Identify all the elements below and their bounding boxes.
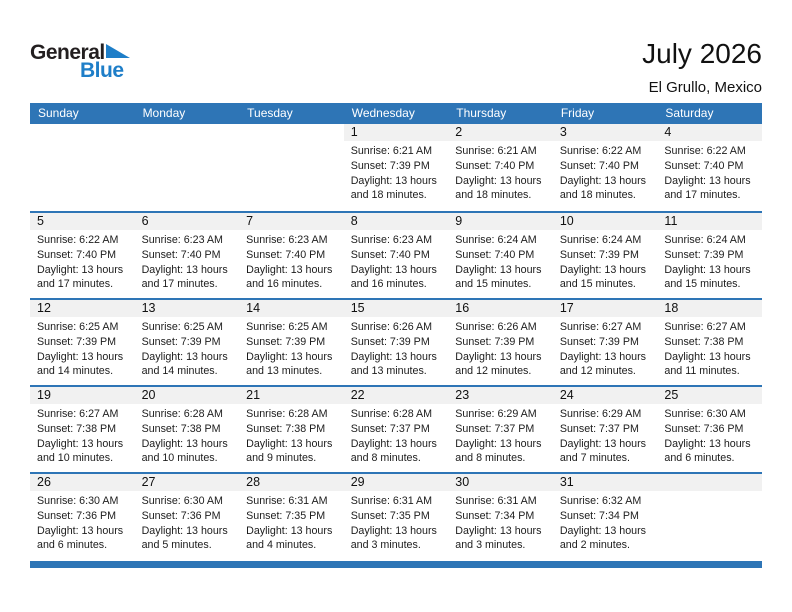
daylight-text-line2: and 13 minutes. bbox=[350, 365, 427, 378]
day-details bbox=[135, 404, 240, 466]
day-number: 23 bbox=[448, 387, 553, 404]
sunset-text: Sunset: 7:38 PM bbox=[141, 422, 221, 435]
day-number: 18 bbox=[657, 300, 762, 317]
daylight-text-line1: Daylight: 13 hours bbox=[141, 524, 228, 537]
sunrise-text: Sunrise: 6:21 AM bbox=[350, 145, 433, 157]
daylight-text-line2: and 6 minutes. bbox=[664, 452, 735, 465]
daylight-text-line1: Daylight: 13 hours bbox=[664, 437, 751, 450]
sunset-text: Sunset: 7:39 PM bbox=[664, 248, 744, 261]
daylight-text-line2: and 6 minutes. bbox=[37, 539, 108, 552]
day-number: 16 bbox=[448, 300, 553, 317]
day-details bbox=[448, 141, 553, 203]
daylight-text-line1: Daylight: 13 hours bbox=[246, 263, 333, 276]
sunrise-text: Sunrise: 6:29 AM bbox=[455, 408, 537, 420]
day-cell-28 bbox=[239, 474, 344, 559]
daylight-text-line1: Daylight: 13 hours bbox=[141, 437, 228, 450]
day-number: 13 bbox=[135, 300, 240, 317]
day-details bbox=[553, 404, 658, 466]
day-details bbox=[657, 404, 762, 466]
daylight-text-line2: and 12 minutes. bbox=[559, 365, 636, 378]
daylight-text-line2: and 15 minutes. bbox=[559, 278, 636, 291]
weekday-header-row bbox=[30, 103, 762, 124]
day-details bbox=[553, 141, 658, 203]
daylight-text-line2: and 3 minutes. bbox=[350, 539, 421, 552]
sunset-text: Sunset: 7:40 PM bbox=[350, 248, 430, 261]
day-details bbox=[135, 491, 240, 553]
day-cell-15 bbox=[344, 300, 449, 385]
day-number: 27 bbox=[135, 474, 240, 491]
daylight-text-line2: and 17 minutes. bbox=[664, 189, 741, 202]
sunrise-text: Sunrise: 6:31 AM bbox=[350, 495, 433, 507]
day-number: 10 bbox=[553, 213, 658, 230]
daylight-text-line1: Daylight: 13 hours bbox=[455, 350, 542, 363]
sunset-text: Sunset: 7:40 PM bbox=[664, 159, 744, 172]
sunrise-text: Sunrise: 6:25 AM bbox=[141, 321, 223, 333]
daylight-text-line2: and 18 minutes. bbox=[350, 189, 427, 202]
sunrise-text: Sunrise: 6:26 AM bbox=[455, 321, 537, 333]
daylight-text-line1: Daylight: 13 hours bbox=[664, 174, 751, 187]
day-details bbox=[448, 230, 553, 292]
daylight-text-line2: and 17 minutes. bbox=[141, 278, 218, 291]
daylight-text-line2: and 14 minutes. bbox=[37, 365, 114, 378]
daylight-text-line1: Daylight: 13 hours bbox=[350, 350, 437, 363]
page-title: July 2026 bbox=[642, 38, 762, 69]
day-details bbox=[448, 404, 553, 466]
sunrise-text: Sunrise: 6:27 AM bbox=[559, 321, 642, 333]
day-details bbox=[553, 230, 658, 292]
sunrise-text: Sunrise: 6:27 AM bbox=[37, 408, 119, 420]
sunset-text: Sunset: 7:37 PM bbox=[350, 422, 430, 435]
location-subtitle: El Grullo, Mexico bbox=[648, 79, 762, 97]
day-number-band-empty bbox=[657, 474, 762, 491]
day-cell-21 bbox=[239, 387, 344, 472]
day-details bbox=[344, 317, 449, 379]
weekday-header-monday: Monday bbox=[142, 106, 186, 120]
daylight-text-line2: and 3 minutes. bbox=[455, 539, 526, 552]
weekday-header-wednesday: Wednesday bbox=[351, 106, 415, 120]
sunrise-text: Sunrise: 6:25 AM bbox=[37, 321, 119, 333]
sunset-text: Sunset: 7:38 PM bbox=[37, 422, 117, 435]
calendar-bottom-bar bbox=[30, 561, 762, 568]
sunrise-text: Sunrise: 6:32 AM bbox=[559, 495, 642, 507]
sunrise-text: Sunrise: 6:23 AM bbox=[141, 234, 223, 246]
sunset-text: Sunset: 7:40 PM bbox=[37, 248, 117, 261]
sunset-text: Sunset: 7:39 PM bbox=[141, 335, 221, 348]
day-cell-30 bbox=[448, 474, 553, 559]
sunrise-text: Sunrise: 6:27 AM bbox=[664, 321, 746, 333]
sunrise-text: Sunrise: 6:22 AM bbox=[664, 145, 746, 157]
day-cell-2 bbox=[448, 124, 553, 211]
daylight-text-line1: Daylight: 13 hours bbox=[350, 437, 437, 450]
day-cell-12 bbox=[30, 300, 135, 385]
day-number: 5 bbox=[30, 213, 135, 230]
day-number: 26 bbox=[30, 474, 135, 491]
day-details bbox=[239, 230, 344, 292]
sunrise-text: Sunrise: 6:28 AM bbox=[141, 408, 223, 420]
day-number: 6 bbox=[135, 213, 240, 230]
daylight-text-line2: and 13 minutes. bbox=[246, 365, 323, 378]
daylight-text-line1: Daylight: 13 hours bbox=[664, 263, 751, 276]
day-number: 19 bbox=[30, 387, 135, 404]
weekday-header-saturday: Saturday bbox=[665, 106, 714, 120]
daylight-text-line1: Daylight: 13 hours bbox=[37, 437, 124, 450]
sunset-text: Sunset: 7:36 PM bbox=[664, 422, 744, 435]
week-row-3 bbox=[30, 298, 762, 385]
sunset-text: Sunset: 7:38 PM bbox=[664, 335, 744, 348]
daylight-text-line2: and 9 minutes. bbox=[246, 452, 317, 465]
general-blue-logo bbox=[30, 38, 130, 81]
daylight-text-line1: Daylight: 13 hours bbox=[559, 174, 646, 187]
daylight-text-line2: and 16 minutes. bbox=[246, 278, 323, 291]
day-details bbox=[448, 491, 553, 553]
sunset-text: Sunset: 7:34 PM bbox=[559, 509, 639, 522]
week-row-5 bbox=[30, 472, 762, 559]
daylight-text-line2: and 15 minutes. bbox=[455, 278, 532, 291]
day-cell-8 bbox=[344, 213, 449, 298]
daylight-text-line2: and 10 minutes. bbox=[141, 452, 218, 465]
sunset-text: Sunset: 7:35 PM bbox=[246, 509, 326, 522]
daylight-text-line1: Daylight: 13 hours bbox=[350, 263, 437, 276]
sunrise-text: Sunrise: 6:26 AM bbox=[350, 321, 433, 333]
day-cell-29 bbox=[344, 474, 449, 559]
sunset-text: Sunset: 7:40 PM bbox=[559, 159, 639, 172]
day-details bbox=[30, 491, 135, 553]
day-number: 2 bbox=[448, 124, 553, 141]
day-number: 9 bbox=[448, 213, 553, 230]
day-cell-16 bbox=[448, 300, 553, 385]
day-number: 22 bbox=[344, 387, 449, 404]
sunset-text: Sunset: 7:39 PM bbox=[559, 335, 639, 348]
sunrise-text: Sunrise: 6:24 AM bbox=[559, 234, 642, 246]
daylight-text-line1: Daylight: 13 hours bbox=[141, 350, 228, 363]
day-cell-7 bbox=[239, 213, 344, 298]
weekday-header-friday: Friday bbox=[560, 106, 595, 120]
sunrise-text: Sunrise: 6:24 AM bbox=[664, 234, 746, 246]
day-number-band-empty bbox=[30, 124, 135, 141]
day-details bbox=[30, 230, 135, 292]
day-number-band-empty bbox=[239, 124, 344, 141]
empty-cell bbox=[239, 124, 344, 211]
day-number-band-empty bbox=[135, 124, 240, 141]
day-details bbox=[448, 317, 553, 379]
daylight-text-line1: Daylight: 13 hours bbox=[455, 437, 542, 450]
daylight-text-line2: and 5 minutes. bbox=[141, 539, 212, 552]
day-cell-1 bbox=[344, 124, 449, 211]
sunrise-text: Sunrise: 6:31 AM bbox=[246, 495, 328, 507]
sunset-text: Sunset: 7:39 PM bbox=[350, 159, 430, 172]
sunrise-text: Sunrise: 6:30 AM bbox=[664, 408, 746, 420]
day-details bbox=[657, 230, 762, 292]
daylight-text-line2: and 12 minutes. bbox=[455, 365, 532, 378]
day-number: 25 bbox=[657, 387, 762, 404]
sunset-text: Sunset: 7:40 PM bbox=[141, 248, 221, 261]
sunrise-text: Sunrise: 6:29 AM bbox=[559, 408, 642, 420]
sunrise-text: Sunrise: 6:31 AM bbox=[455, 495, 537, 507]
sunset-text: Sunset: 7:39 PM bbox=[246, 335, 326, 348]
day-number: 17 bbox=[553, 300, 658, 317]
sunset-text: Sunset: 7:39 PM bbox=[455, 335, 535, 348]
day-details bbox=[135, 317, 240, 379]
day-details bbox=[657, 317, 762, 379]
day-details bbox=[344, 491, 449, 553]
day-number: 20 bbox=[135, 387, 240, 404]
day-number: 7 bbox=[239, 213, 344, 230]
day-cell-24 bbox=[553, 387, 658, 472]
day-details bbox=[344, 141, 449, 203]
sunrise-text: Sunrise: 6:28 AM bbox=[246, 408, 328, 420]
daylight-text-line2: and 4 minutes. bbox=[246, 539, 317, 552]
day-details bbox=[553, 317, 658, 379]
daylight-text-line1: Daylight: 13 hours bbox=[350, 524, 437, 537]
day-cell-6 bbox=[135, 213, 240, 298]
empty-cell bbox=[30, 124, 135, 211]
sunrise-text: Sunrise: 6:22 AM bbox=[37, 234, 119, 246]
daylight-text-line1: Daylight: 13 hours bbox=[350, 174, 437, 187]
day-cell-17 bbox=[553, 300, 658, 385]
daylight-text-line1: Daylight: 13 hours bbox=[246, 524, 333, 537]
day-cell-26 bbox=[30, 474, 135, 559]
day-cell-9 bbox=[448, 213, 553, 298]
day-details bbox=[30, 404, 135, 466]
day-details bbox=[239, 404, 344, 466]
sunset-text: Sunset: 7:36 PM bbox=[141, 509, 221, 522]
sunset-text: Sunset: 7:36 PM bbox=[37, 509, 117, 522]
empty-cell bbox=[657, 474, 762, 559]
day-cell-22 bbox=[344, 387, 449, 472]
daylight-text-line2: and 18 minutes. bbox=[455, 189, 532, 202]
sunset-text: Sunset: 7:39 PM bbox=[37, 335, 117, 348]
week-row-4 bbox=[30, 385, 762, 472]
title-block bbox=[642, 38, 762, 96]
sunrise-text: Sunrise: 6:23 AM bbox=[350, 234, 433, 246]
day-cell-18 bbox=[657, 300, 762, 385]
daylight-text-line2: and 15 minutes. bbox=[664, 278, 741, 291]
sunrise-text: Sunrise: 6:28 AM bbox=[350, 408, 433, 420]
day-details bbox=[30, 317, 135, 379]
sunset-text: Sunset: 7:40 PM bbox=[455, 159, 535, 172]
day-number: 29 bbox=[344, 474, 449, 491]
weekday-header-thursday: Thursday bbox=[456, 106, 507, 120]
daylight-text-line1: Daylight: 13 hours bbox=[559, 524, 646, 537]
day-number: 12 bbox=[30, 300, 135, 317]
sunset-text: Sunset: 7:34 PM bbox=[455, 509, 535, 522]
day-details bbox=[239, 317, 344, 379]
day-number: 8 bbox=[344, 213, 449, 230]
sunset-text: Sunset: 7:40 PM bbox=[246, 248, 326, 261]
daylight-text-line1: Daylight: 13 hours bbox=[37, 350, 124, 363]
day-number: 3 bbox=[553, 124, 658, 141]
daylight-text-line2: and 18 minutes. bbox=[559, 189, 636, 202]
daylight-text-line2: and 17 minutes. bbox=[37, 278, 114, 291]
sunrise-text: Sunrise: 6:30 AM bbox=[37, 495, 119, 507]
day-cell-11 bbox=[657, 213, 762, 298]
daylight-text-line1: Daylight: 13 hours bbox=[37, 524, 124, 537]
sunset-text: Sunset: 7:37 PM bbox=[455, 422, 535, 435]
day-details bbox=[135, 230, 240, 292]
sunset-text: Sunset: 7:40 PM bbox=[455, 248, 535, 261]
day-number: 21 bbox=[239, 387, 344, 404]
day-cell-13 bbox=[135, 300, 240, 385]
sunset-text: Sunset: 7:39 PM bbox=[559, 248, 639, 261]
sunset-text: Sunset: 7:39 PM bbox=[350, 335, 430, 348]
day-number: 15 bbox=[344, 300, 449, 317]
day-number: 14 bbox=[239, 300, 344, 317]
daylight-text-line1: Daylight: 13 hours bbox=[246, 437, 333, 450]
day-number: 28 bbox=[239, 474, 344, 491]
daylight-text-line1: Daylight: 13 hours bbox=[455, 263, 542, 276]
day-number: 11 bbox=[657, 213, 762, 230]
day-cell-14 bbox=[239, 300, 344, 385]
empty-cell bbox=[135, 124, 240, 211]
daylight-text-line1: Daylight: 13 hours bbox=[246, 350, 333, 363]
day-number: 30 bbox=[448, 474, 553, 491]
daylight-text-line2: and 7 minutes. bbox=[559, 452, 630, 465]
day-details bbox=[344, 230, 449, 292]
daylight-text-line1: Daylight: 13 hours bbox=[559, 263, 646, 276]
daylight-text-line1: Daylight: 13 hours bbox=[559, 437, 646, 450]
daylight-text-line1: Daylight: 13 hours bbox=[455, 174, 542, 187]
daylight-text-line1: Daylight: 13 hours bbox=[559, 350, 646, 363]
sunrise-text: Sunrise: 6:22 AM bbox=[559, 145, 642, 157]
week-row-2 bbox=[30, 211, 762, 298]
daylight-text-line2: and 2 minutes. bbox=[559, 539, 630, 552]
day-cell-19 bbox=[30, 387, 135, 472]
sunset-text: Sunset: 7:37 PM bbox=[559, 422, 639, 435]
day-details bbox=[239, 491, 344, 553]
day-cell-10 bbox=[553, 213, 658, 298]
day-number: 4 bbox=[657, 124, 762, 141]
daylight-text-line2: and 11 minutes. bbox=[664, 365, 740, 378]
day-number: 24 bbox=[553, 387, 658, 404]
day-cell-23 bbox=[448, 387, 553, 472]
calendar-table bbox=[30, 103, 762, 568]
day-cell-4 bbox=[657, 124, 762, 211]
calendar-body bbox=[30, 124, 762, 559]
day-cell-3 bbox=[553, 124, 658, 211]
day-details bbox=[657, 141, 762, 203]
logo-text-general: General bbox=[30, 41, 105, 64]
sunrise-text: Sunrise: 6:25 AM bbox=[246, 321, 328, 333]
day-details bbox=[553, 491, 658, 553]
week-row-1 bbox=[30, 124, 762, 211]
sunset-text: Sunset: 7:38 PM bbox=[246, 422, 326, 435]
sunrise-text: Sunrise: 6:21 AM bbox=[455, 145, 537, 157]
day-cell-20 bbox=[135, 387, 240, 472]
daylight-text-line1: Daylight: 13 hours bbox=[455, 524, 542, 537]
day-cell-5 bbox=[30, 213, 135, 298]
sunset-text: Sunset: 7:35 PM bbox=[350, 509, 430, 522]
page-header bbox=[0, 0, 792, 103]
day-number: 31 bbox=[553, 474, 658, 491]
daylight-text-line1: Daylight: 13 hours bbox=[664, 350, 751, 363]
daylight-text-line1: Daylight: 13 hours bbox=[37, 263, 124, 276]
sunrise-text: Sunrise: 6:30 AM bbox=[141, 495, 223, 507]
daylight-text-line2: and 8 minutes. bbox=[455, 452, 526, 465]
sunrise-text: Sunrise: 6:23 AM bbox=[246, 234, 328, 246]
day-cell-25 bbox=[657, 387, 762, 472]
daylight-text-line2: and 8 minutes. bbox=[350, 452, 421, 465]
day-cell-27 bbox=[135, 474, 240, 559]
daylight-text-line2: and 16 minutes. bbox=[350, 278, 427, 291]
weekday-header-tuesday: Tuesday bbox=[247, 106, 293, 120]
daylight-text-line1: Daylight: 13 hours bbox=[141, 263, 228, 276]
logo-text-blue: Blue bbox=[80, 59, 124, 82]
weekday-header-sunday: Sunday bbox=[38, 106, 79, 120]
day-cell-31 bbox=[553, 474, 658, 559]
daylight-text-line2: and 14 minutes. bbox=[141, 365, 218, 378]
day-number: 1 bbox=[344, 124, 449, 141]
daylight-text-line2: and 10 minutes. bbox=[37, 452, 114, 465]
day-details bbox=[344, 404, 449, 466]
sunrise-text: Sunrise: 6:24 AM bbox=[455, 234, 537, 246]
